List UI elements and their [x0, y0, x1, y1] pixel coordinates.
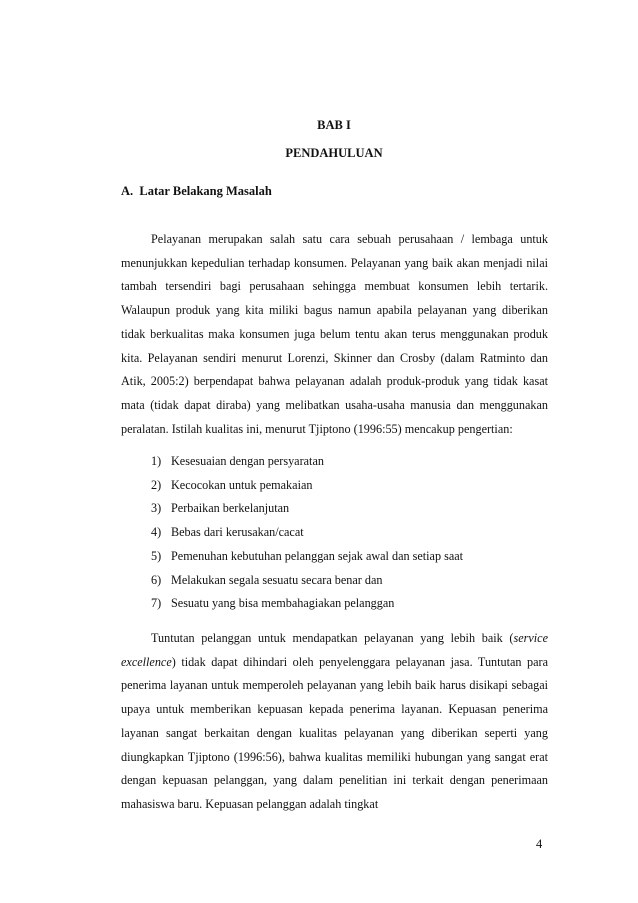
list-item-text: Kesesuaian dengan persyaratan [171, 454, 324, 468]
list-item [151, 474, 463, 498]
list-item-text: Perbaikan berkelanjutan [171, 501, 290, 516]
list-item [151, 521, 463, 545]
paragraph-2-italic-term: service excellence [121, 631, 548, 669]
list-item-text: Melakukan segala sesuatu secara benar dan [171, 572, 383, 587]
list-item-number: 5) [151, 548, 162, 563]
list-item-number: 6) [151, 572, 162, 587]
list-item-text: Sesuatu yang bisa membahagiakan pelanggan [171, 596, 395, 611]
list-item [151, 450, 463, 474]
page-number: 4 [536, 837, 543, 851]
list-item-number: 4) [151, 525, 162, 540]
paragraph-2-start: Tuntutan pelanggan untuk mendapatkan pelayanan yang lebih baik ( [151, 631, 514, 645]
list-item [151, 545, 463, 569]
section-title-text: Latar Belakang Masalah [139, 184, 272, 198]
list-item [151, 569, 463, 593]
list-item-text: Kecocokan untuk pemakaian [171, 477, 313, 492]
list-item [151, 592, 463, 616]
list-item-number: 2) [151, 477, 162, 492]
list-item-number: 1) [151, 454, 162, 468]
quality-list [151, 450, 463, 616]
chapter-title: PENDAHULUAN [285, 146, 383, 160]
chapter-number: BAB I [317, 118, 351, 132]
paragraph-2 [121, 627, 548, 817]
list-item [151, 497, 463, 521]
section-heading [121, 183, 272, 199]
list-item-text: Pemenuhan kebutuhan pelanggan sejak awal dan setiap saat [171, 548, 464, 563]
paragraph-1: Pelayanan merupakan salah satu cara sebuah perusahaan / lembaga untuk menunjukkan kepedulian terhadap konsumen. Pelayanan yang baik akan menjadi nilai tambah tersendiri bagi perusahaan sehingga membuat konsumen lebih tertarik. Walaupun produk yang kita miliki bagus namun apabila pelayanan yang diberikan tidak berkualitas maka konsumen juga belum tentu akan terus menggunakan produk kita. Pelayanan sendiri menurut Lorenzi, Skinner dan Crosby (dalam Ratminto dan Atik, 2005:2) berpendapat bahwa pelayanan adalah produk-produk yang tidak kasat mata (tidak dapat diraba) yang melibatkan usaha-usaha manusia dan menggunakan peralatan. Istilah kualitas ini, menurut Tjiptono (1996:55) mencakup pengertian: [121, 232, 548, 436]
paragraph-2-rest: ) tidak dapat dihindari oleh penyelenggara pelayanan jasa. Tuntutan para penerima layanan untuk memperoleh pelayanan yang lebih baik harus disikapi sebagai upaya untuk memberikan kepuasan kepada penerima layanan. Kepuasan penerima layanan sangat berkaitan dengan kualitas pelayanan yang diberikan seperti yang diungkapkan Tjiptono (1996:56), bahwa kualitas memiliki hubungan yang sangat erat dengan kepuasan pelanggan, yang dalam penelitian ini terkait dengan penerimaan mahasiswa baru. Kepuasan pelanggan adalah tingkat [121, 654, 548, 811]
section-letter: A. [121, 184, 134, 198]
list-item-number: 7) [151, 596, 162, 611]
list-item-number: 3) [151, 501, 162, 516]
list-item-text: Bebas dari kerusakan/cacat [171, 525, 304, 540]
